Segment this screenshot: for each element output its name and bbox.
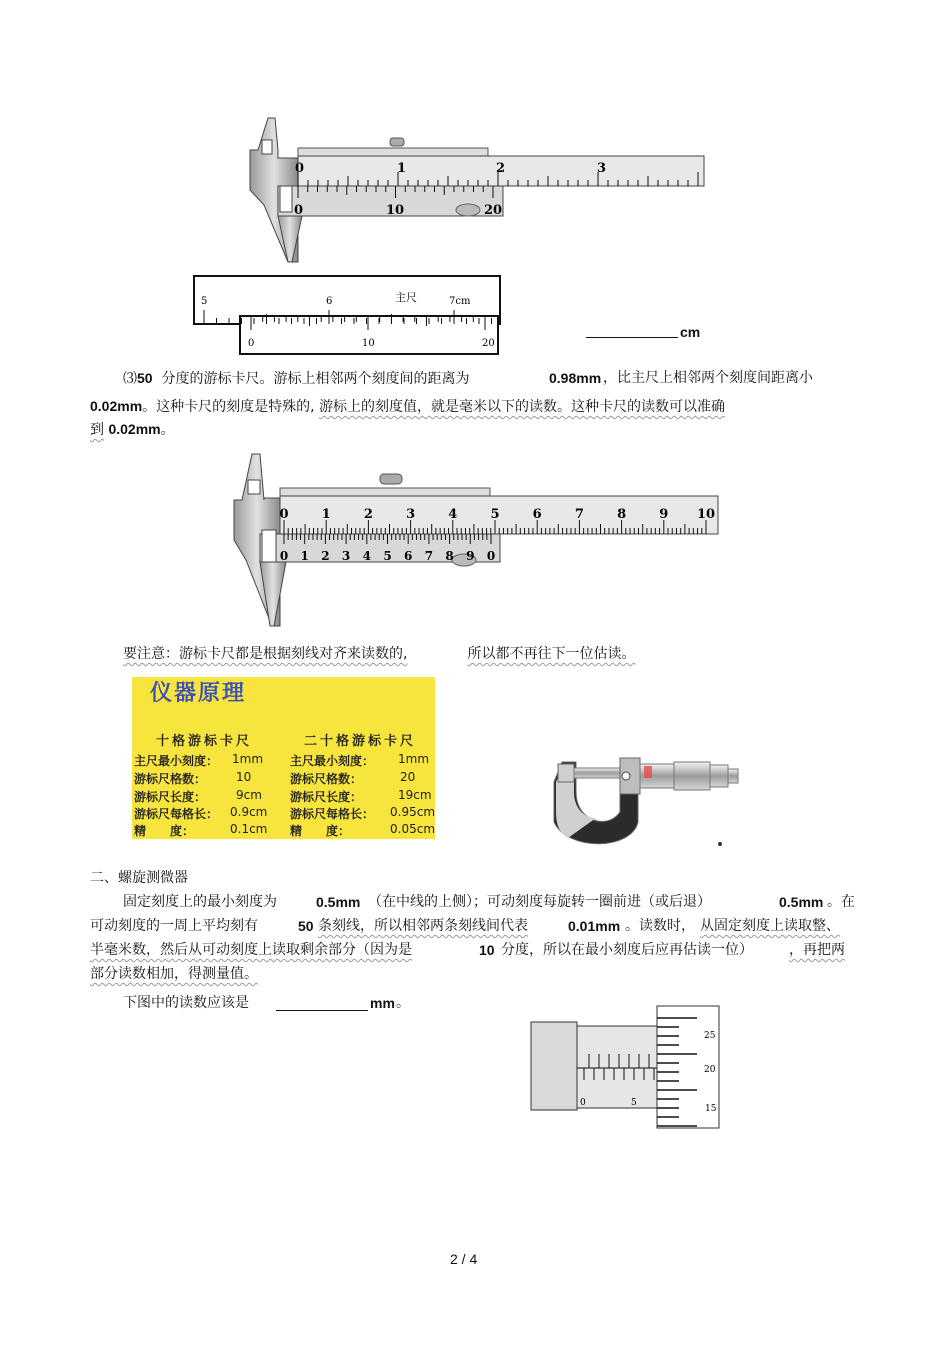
c2-main-label: 6 [532,507,542,522]
c2-vern-label: 9 [466,549,475,563]
sec2-line1-c: （在中线的上侧）；可动刻度每旋转一圈前进（或后退） [368,894,711,910]
row-key: 游标尺格数： [290,772,363,786]
vernier-caliper-diagram-1 [240,110,715,270]
page-number: 2 / 4 [450,1251,478,1267]
dr-main-title: 主尺 [395,291,417,304]
section2-heading: 二、螺旋测微器 [90,870,188,886]
sec2-line3-d: ，再把两 [789,942,845,958]
c2-vern-label: 2 [321,549,330,563]
row-key: 精 度： [134,824,195,838]
row-key: 游标尺长度： [134,790,207,804]
note-part-b: 所以都不再往下一位估读。 [467,646,636,662]
row-val: 20 [400,770,416,784]
para3-fifty: 50 [137,370,153,386]
note-part-a: 要注意：游标卡尺都是根据刻线对齐来读数的, [123,646,408,662]
row-val: 1mm [398,752,430,766]
row-val: 19cm [398,788,432,802]
ms-thimble-label: 20 [704,1065,716,1075]
row-key: 主尺最小刻度： [290,754,375,768]
sec2-value-001: 0.01mm [568,918,621,934]
sec2-line2-f: 从固定刻度上读取整、 [700,918,840,934]
sec2-line2-a: 可动刻度的一周上平均刻有 [90,918,258,934]
para3-line2 [90,394,725,419]
c2-main-label: 5 [490,507,500,522]
row-key: 游标尺格数： [134,772,207,786]
sec2-line5-end: 。 [396,995,410,1011]
c2-vern-label: 6 [404,549,413,563]
para3-value-002b: 0.02mm [108,421,161,437]
para3-value-002: 0.02mm [90,398,143,414]
c2-vern-label: 1 [300,549,309,563]
para3-line1 [123,366,469,391]
row-key: 精 度： [290,824,351,838]
principle-table [132,677,435,839]
sec2-line3-a: 半毫米数，然后从可动刻度上读取剩余部分（因为是 [90,942,412,958]
para3-text3: 游标上的刻度值，就是毫米以下的读数。这种卡尺的读数可以准确 [319,399,726,415]
c1-main-label: 0 [295,161,305,176]
c1-main-label: 2 [496,161,506,176]
sec2-line1-a: 固定刻度上的最小刻度为 [123,894,277,910]
row-val: 0.1cm [230,822,268,836]
c2-vern-label: 0 [279,549,289,563]
c2-vern-label: 0 [486,549,496,563]
dr-main-label: 5 [201,296,208,307]
c2-main-label: 3 [406,507,416,522]
dr-vern-label: 0 [248,338,255,349]
sec2-line4: 部分读数相加，得测量值。 [90,966,258,982]
ms-sleeve-label: 5 [631,1098,637,1108]
dr-main-label: 6 [326,296,333,307]
c1-vern-label: 0 [294,203,304,218]
sec2-value-50: 50 [298,918,314,934]
ms-thimble-label: 15 [705,1104,717,1114]
c2-main-label: 4 [448,507,458,522]
para3-text: 分度的游标卡尺。游标上相邻两个刻度间的距离为 [161,371,470,387]
para3-line3 [90,417,175,442]
answer-blank-1[interactable] [586,336,678,338]
note-line [123,642,635,666]
row-key: 主尺最小刻度： [134,754,219,768]
col1-title: 十格游标卡尺 [156,734,253,749]
sec2-value-05b: 0.5mm [779,894,824,910]
c2-main-label: 9 [659,507,669,522]
c2-main-label: 0 [279,507,289,522]
col2-title: 二十格游标卡尺 [304,734,417,749]
row-val: 0.9cm [230,805,268,819]
c2-vern-label: 4 [362,549,371,563]
c2-vern-label: 8 [445,549,454,563]
row-key: 游标尺每格长： [290,807,375,821]
c1-main-label: 1 [397,161,407,176]
para3-value-098: 0.98mm [549,370,602,386]
micrometer-illustration [548,752,744,852]
sec2-line2-e: 。读数时， [625,918,695,934]
para3-to: 到 [90,422,104,438]
dr-vern-label: 20 [482,338,495,349]
row-key: 游标尺长度： [290,790,363,804]
row-val: 1mm [232,752,264,766]
vernier-caliper-diagram-2 [230,450,725,630]
sec2-value-10: 10 [479,942,495,958]
sec2-line2-c [318,914,528,938]
dr-vern-label: 10 [362,338,375,349]
ms-sleeve-label: 0 [580,1098,586,1108]
c1-vern-label: 10 [386,203,405,218]
answer-unit-1: cm [680,324,701,340]
para3-num: ⑶ [123,371,137,387]
sec2-line2-c-text: 条刻线，所以相邻两条刻线间代表 [318,918,528,934]
micrometer-scale-diagram [528,1004,724,1132]
ms-thimble-label: 25 [704,1031,716,1041]
para3-text2: 。这种卡尺的刻度是特殊的, [142,399,315,415]
c2-main-label: 2 [363,507,373,522]
c2-main-label: 7 [574,507,584,522]
sec2-line1-e: 。在 [827,894,855,910]
para3-line1-end: ，比主尺上相邻两个刻度间距离小 [603,370,813,386]
c1-main-label: 3 [597,161,607,176]
c2-main-label: 8 [617,507,627,522]
c1-vern-label: 20 [484,203,503,218]
dr-main-label: 7cm [449,296,471,307]
sec2-line5-a: 下图中的读数应该是 [123,995,249,1011]
row-val: 0.05cm [390,822,436,836]
c2-vern-label: 3 [341,549,351,563]
row-val: 10 [236,770,252,784]
c2-main-label: 10 [696,507,716,522]
vernier-detail-ruler [190,272,510,358]
sec2-value-05a: 0.5mm [316,894,361,910]
c2-vern-label: 5 [383,549,392,563]
principle-title: 仪器原理 [150,681,247,706]
answer-blank-2[interactable] [276,1009,368,1011]
c2-main-label: 1 [321,507,331,522]
sec2-line5-unit: mm [370,995,395,1011]
sec2-line3-c: 分度，所以在最小刻度后应再估读一位） [501,942,753,958]
para3-period: 。 [160,422,175,438]
c2-vern-label: 7 [424,549,434,563]
row-val: 0.95cm [390,805,436,819]
row-key: 游标尺每格长： [134,807,219,821]
row-val: 9cm [236,788,262,802]
